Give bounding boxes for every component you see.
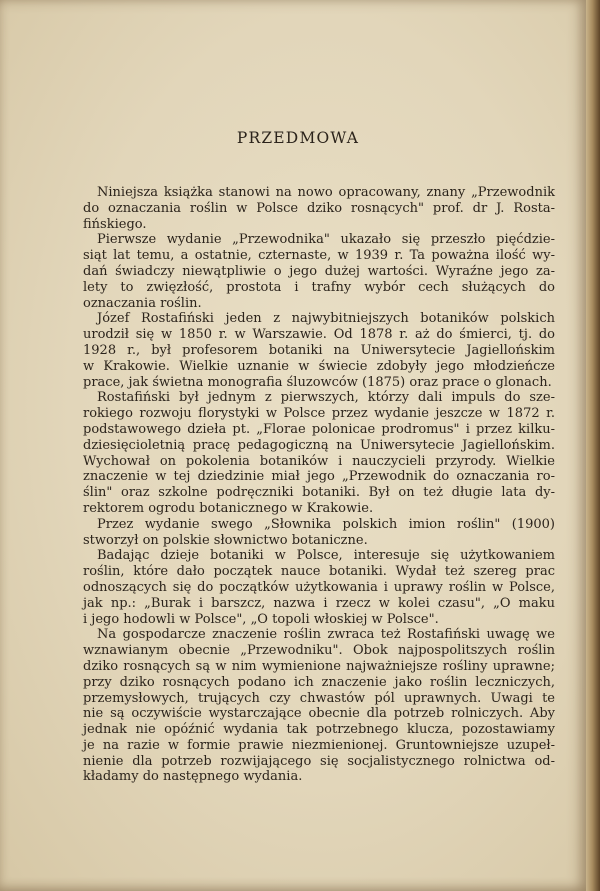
text-line: wznawianym obecnie „Przewodniku". Obok najpospolitszych roślin bbox=[83, 643, 555, 659]
page-title: PRZEDMOWA bbox=[236, 129, 360, 147]
paragraph bbox=[83, 390, 555, 516]
paragraph bbox=[83, 627, 555, 785]
text-line: stworzył on polskie słownictwo botaniczne. bbox=[83, 532, 368, 548]
text-line: rokiego rozwoju florystyki w Polsce przez wydanie jeszcze w 1872 r. bbox=[83, 406, 555, 422]
text-line: roślin, które dało początek nauce botaniki. Wydał też szereg prac bbox=[83, 564, 555, 580]
text-line: znaczenie w tej dziedzinie miał jego „Przewodnik do oznaczania ro- bbox=[83, 469, 555, 485]
text-line: nienie dla potrzeb rozwijającego się socjalistycznego rolnictwa od- bbox=[83, 753, 555, 769]
text-line: 1928 r., był profesorem botaniki na Uniwersytecie Jagiellońskim bbox=[83, 342, 555, 358]
text-line: przy dziko rosnących podano ich znaczenie jako roślin leczniczych, bbox=[83, 674, 555, 690]
text-line: dziesięcioletnią pracę pedagogiczną na Uniwersytecie Jagiellońskim. bbox=[83, 437, 555, 453]
text-line: fińskiego. bbox=[83, 216, 147, 232]
paragraph bbox=[83, 311, 555, 390]
text-line: Józef Rostafiński jeden z najwybitniejszych botaników polskich bbox=[97, 311, 555, 327]
text-line: rektorem ogrodu botanicznego w Krakowie. bbox=[83, 500, 374, 516]
text-line: Na gospodarcze znaczenie roślin zwraca też Rostafiński uwagę we bbox=[97, 627, 555, 643]
paragraph bbox=[83, 185, 555, 232]
text-line: Niniejsza książka stanowi na nowo opracowany, znany „Przewodnik bbox=[97, 185, 555, 200]
text-line: urodził się w 1850 r. w Warszawie. Od 1878 r. aż do śmierci, tj. do bbox=[83, 327, 555, 343]
text-line: oznaczania roślin. bbox=[83, 295, 202, 311]
text-line: kładamy do następnego wydania. bbox=[83, 769, 303, 785]
paragraph bbox=[83, 548, 555, 627]
text-line: lety to zwięzłość, prostota i trafny wybór cech służących do bbox=[83, 279, 555, 295]
text-line: jednak nie opóźnić wydania tak potrzebnego klucza, pozostawiamy bbox=[83, 722, 555, 738]
text-line: ślin" oraz szkolne podręczniki botaniki. Był on też długie lata dy- bbox=[83, 485, 555, 501]
text-line: nie są oczywiście wystarczające obecnie dla potrzeb rolniczych. Aby bbox=[83, 706, 555, 722]
text-line: i jego hodowli w Polsce", „O topoli włoskiej w Polsce". bbox=[83, 611, 439, 627]
text-line: podstawowego dzieła pt. „Florae polonicae prodromus" i przez kilku- bbox=[83, 421, 555, 437]
text-line: przemysłowych, trujących czy chwastów pól uprawnych. Uwagi te bbox=[83, 690, 555, 706]
text-line: je na razie w formie prawie niezmienionej. Gruntowniejsze uzupeł- bbox=[83, 737, 555, 753]
book-spine-edge bbox=[586, 0, 600, 891]
text-line: Badając dzieje botaniki w Polsce, interesuje się użytkowaniem bbox=[97, 548, 555, 564]
text-line: do oznaczania roślin w Polsce dziko rosnących" prof. dr J. Rosta- bbox=[83, 200, 555, 216]
paragraph bbox=[83, 517, 555, 549]
paragraph bbox=[83, 232, 555, 311]
text-line: Wychował on pokolenia botaników i nauczycieli przyrody. Wielkie bbox=[83, 453, 555, 469]
text-line: odnoszących się do początków użytkowania i uprawy roślin w Polsce, bbox=[83, 579, 555, 595]
text-line: siąt lat temu, a ostatnie, czternaste, w 1939 r. Ta poważna ilość wy- bbox=[83, 248, 555, 264]
text-line: Pierwsze wydanie „Przewodnika" ukazało się przeszło pięćdzie- bbox=[97, 232, 555, 248]
text-line: w Krakowie. Wielkie uznanie w świecie zdobyły jego młodzieńcze bbox=[83, 358, 555, 374]
text-line: Rostafiński był jednym z pierwszych, którzy dali impuls do sze- bbox=[97, 390, 555, 406]
preface-body bbox=[83, 185, 555, 785]
text-line: jak np.: „Burak i barszcz, nazwa i rzecz w kolei czasu", „O maku bbox=[83, 595, 555, 611]
text-line: dań świadczy niewątpliwie o jego dużej wartości. Wyraźne jego za- bbox=[83, 263, 555, 279]
text-line: prace, jak świetna monografia śluzowców (1875) oraz prace o glonach. bbox=[83, 374, 552, 390]
text-line: dziko rosnących są w nim wymienione najważniejsze rośliny uprawne; bbox=[83, 658, 555, 674]
text-line: Przez wydanie swego „Słownika polskich imion roślin" (1900) bbox=[97, 516, 555, 532]
